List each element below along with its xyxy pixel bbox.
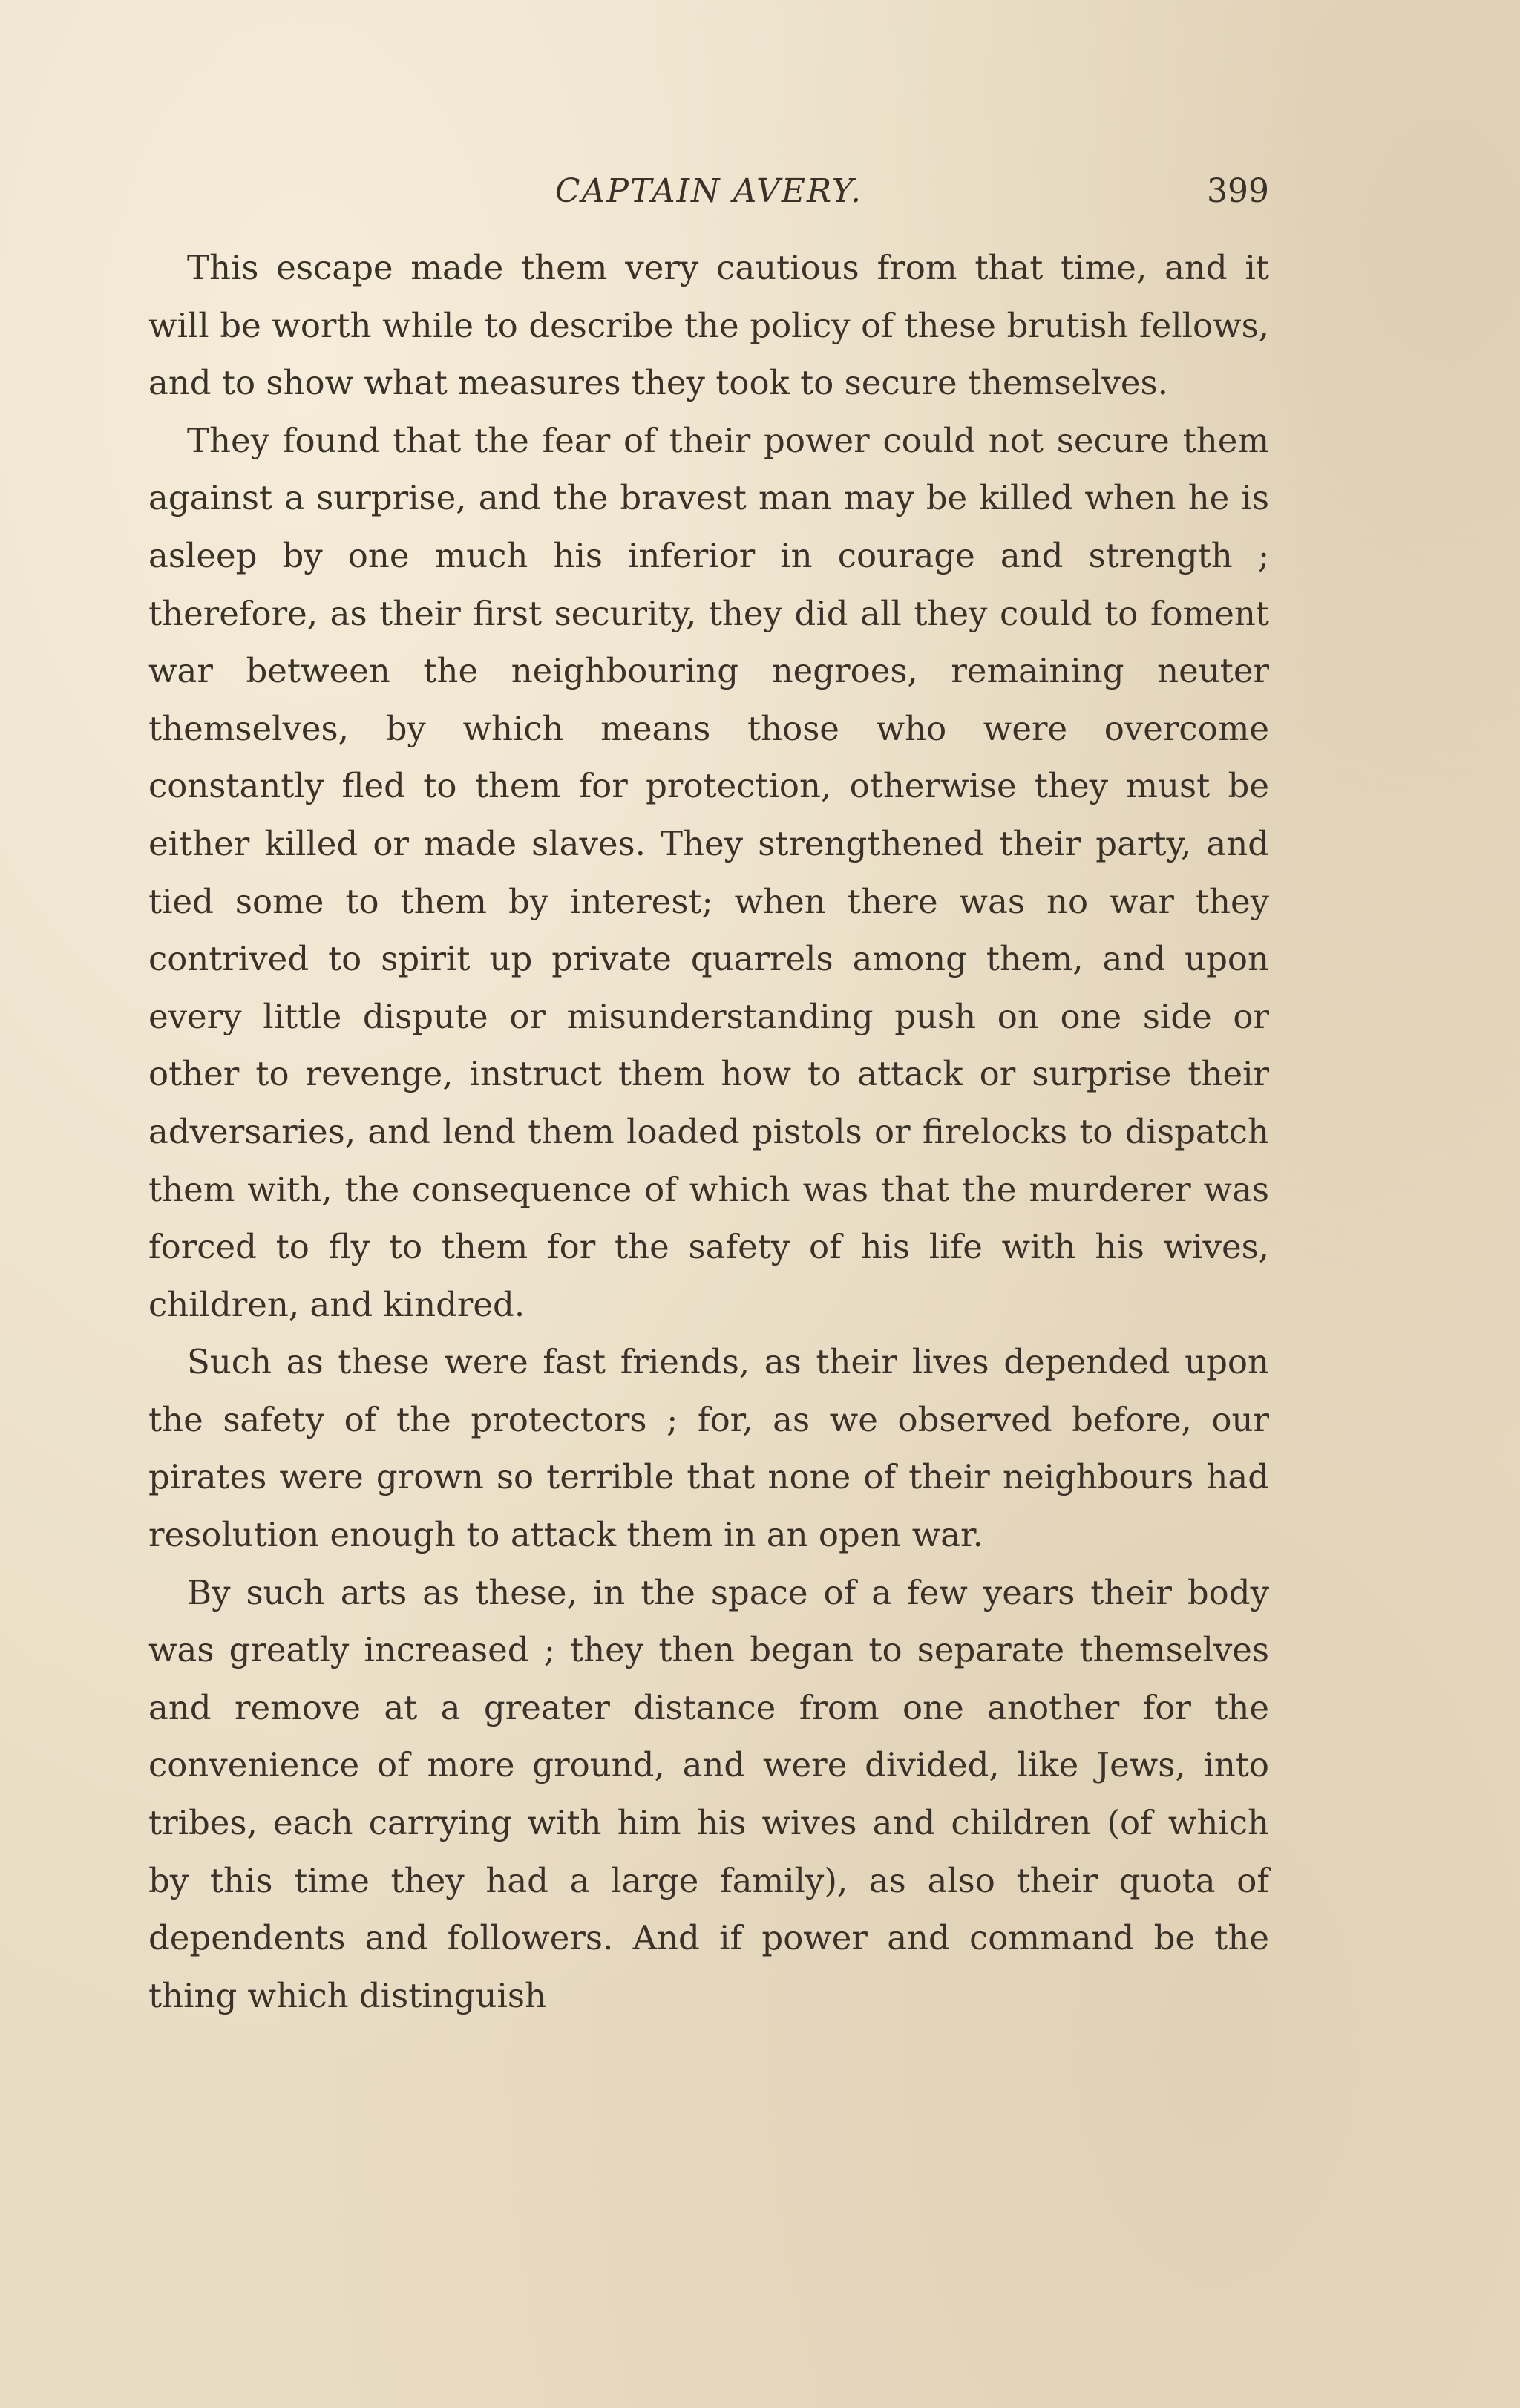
paragraph-1: This escape made them very cautious from that time, and it will be worth while to describe the policy of these brutish fellows, and to show what measures they took to secure themselves. <box>148 248 1269 403</box>
paragraph-4: By such arts as these, in the space of a few years their body was greatly increased ; they then began to separate themselves and remove at a greater distance from one another for the convenience of more ground, and were divided, like Jews, into tribes, each carrying with him his wives and children (of which by this time they had a large family), as also their quota of dependents and followers. And if power and command be the thing which distinguish <box>148 1572 1269 2015</box>
running-head <box>148 169 1269 214</box>
paragraph-3: Such as these were fast friends, as their lives depended upon the safety of the protectors ; for, as we observed before, our pirates were grown so terrible that none of their neighbours had resolution enough to attack them in an open war. <box>148 1342 1269 1555</box>
paragraph-2: They found that the fear of their power could not secure them against a surprise, and the bravest man may be killed when he is asleep by one much his inferior in courage and strength ; therefore, as their first security, they did all they could to foment war between the neighbouring negroes, remaining neuter themselves, by which means those who were overcome constantly fled to them for protection, otherwise they must be either killed or made slaves. They strengthened their party, and tied some to them by interest; when there was no war they contrived to spirit up private quarrels among them, and upon every little dispute or misunderstanding push on one side or other to revenge, instruct them how to attack or surprise their adversaries, and lend them loaded pistols or firelocks to dispatch them with, the consequence of which was that the murderer was forced to fly to them for the safety of his life with his wives, children, and kindred. <box>148 420 1269 1324</box>
body-text <box>148 239 1269 2024</box>
running-title: CAPTAIN AVERY. <box>554 172 863 210</box>
page-number: 399 <box>1207 172 1269 210</box>
